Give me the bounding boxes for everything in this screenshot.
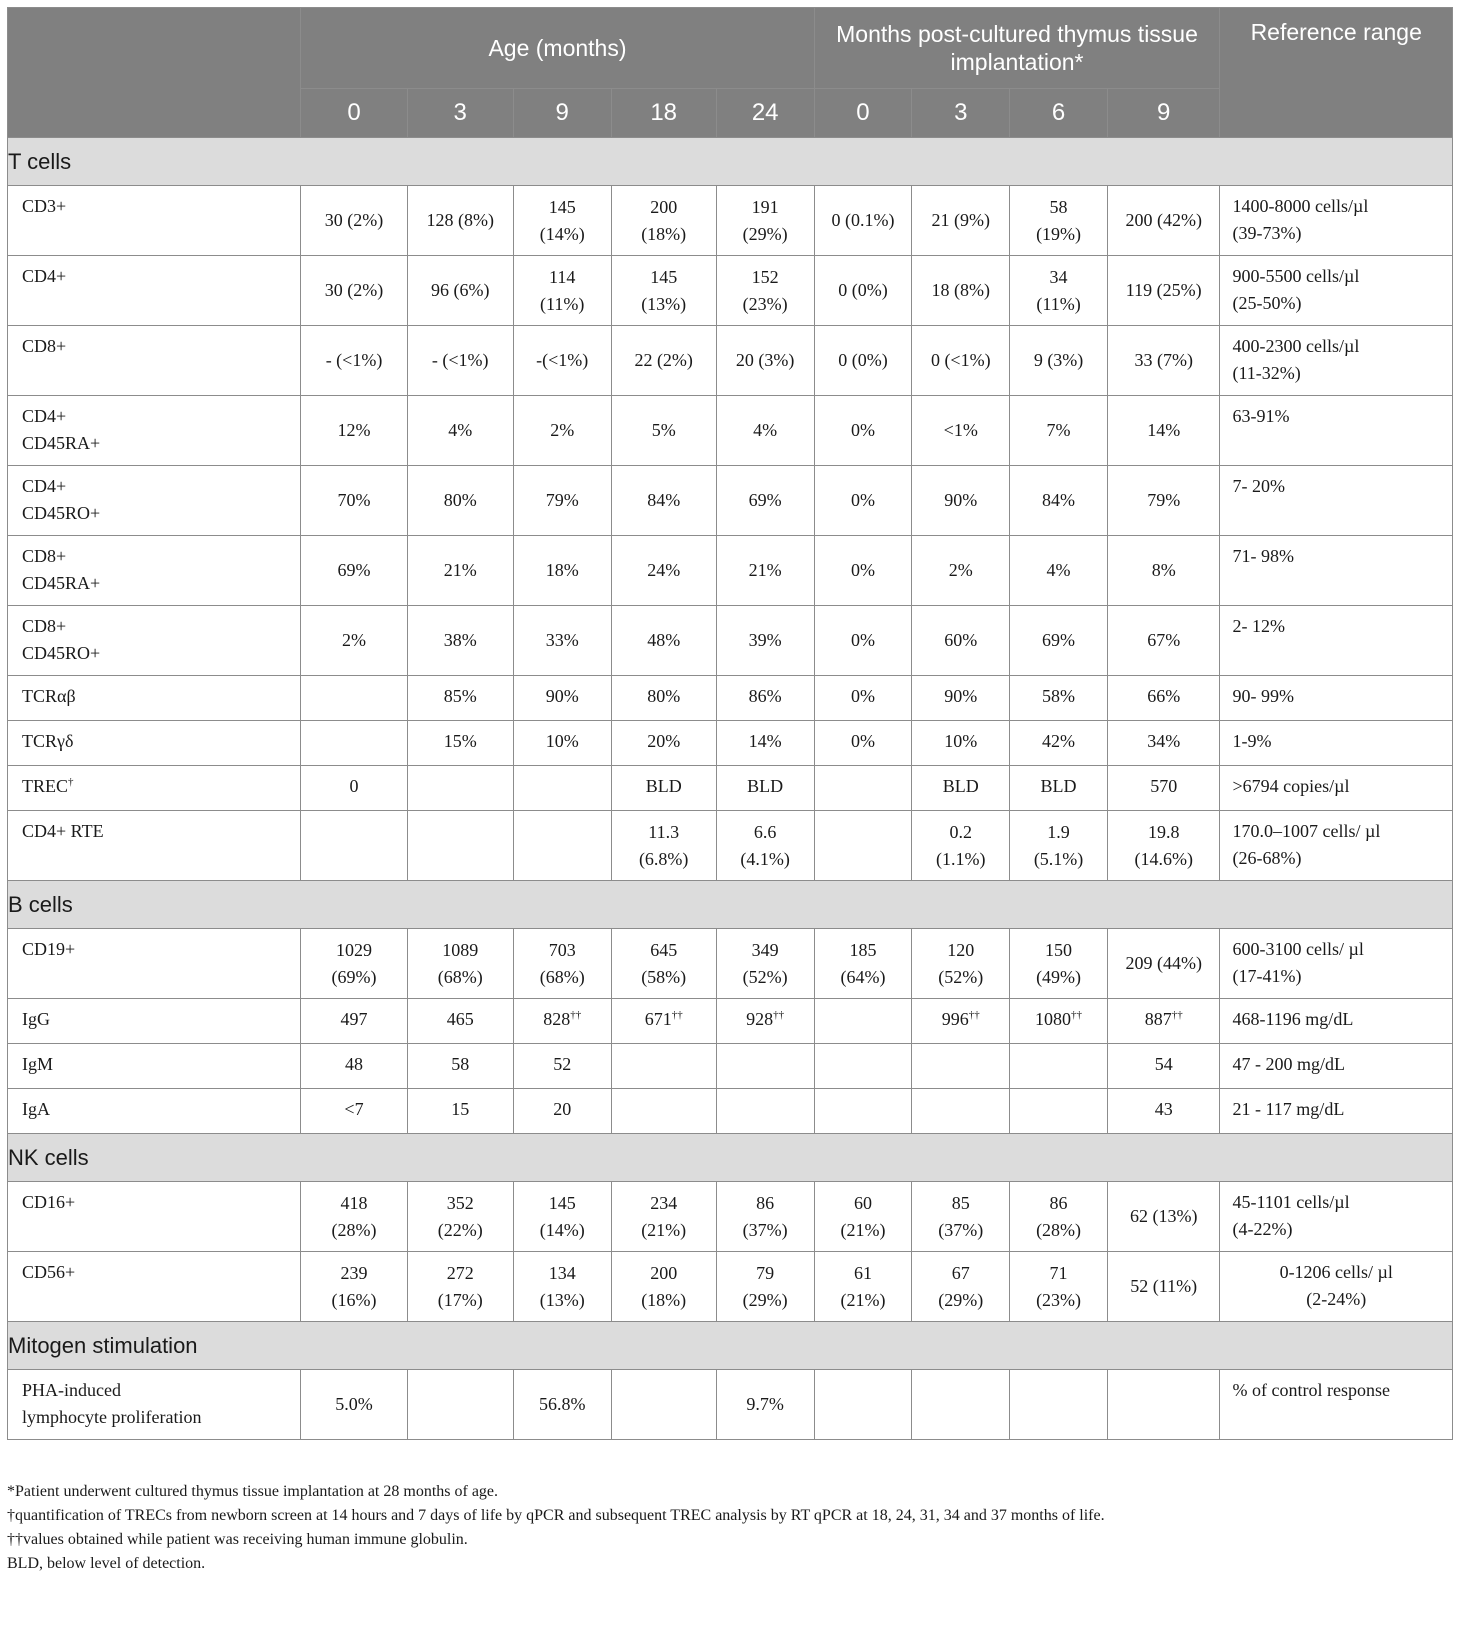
header-post-implant-group: Months post-cultured thymus tissue implantation* xyxy=(814,8,1220,89)
section-row xyxy=(8,138,1453,186)
data-cell: BLD xyxy=(716,766,814,811)
data-cell xyxy=(407,811,513,881)
footnote-line: ††values obtained while patient was receiving human immune globulin. xyxy=(7,1531,468,1548)
data-cell: 0 (<1%) xyxy=(912,326,1010,396)
row-label: CD4+ RTE xyxy=(8,811,301,881)
data-cell: 60 (21%) xyxy=(814,1182,912,1252)
data-cell xyxy=(301,676,407,721)
data-cell: - (<1%) xyxy=(407,326,513,396)
header-post-9: 9 xyxy=(1107,89,1220,138)
data-cell: 69% xyxy=(301,536,407,606)
reference-cell: 0-1206 cells/ µl (2-24%) xyxy=(1220,1252,1453,1322)
row-label: CD4+ CD45RA+ xyxy=(8,396,301,466)
data-cell: 6.6 (4.1%) xyxy=(716,811,814,881)
data-cell: 52 xyxy=(513,1044,611,1089)
data-cell: 4% xyxy=(716,396,814,466)
data-cell: 58 xyxy=(407,1044,513,1089)
data-cell: 12% xyxy=(301,396,407,466)
data-cell: 828†† xyxy=(513,999,611,1044)
data-cell: 8% xyxy=(1107,536,1220,606)
data-cell: 497 xyxy=(301,999,407,1044)
row-label: TCRγδ xyxy=(8,721,301,766)
table-row xyxy=(8,466,1453,536)
data-cell: 200 (18%) xyxy=(611,186,716,256)
data-cell: 33 (7%) xyxy=(1107,326,1220,396)
footnote-marker: †† xyxy=(570,1009,582,1021)
data-cell xyxy=(716,1089,814,1134)
data-cell xyxy=(1010,1044,1108,1089)
data-cell: 4% xyxy=(407,396,513,466)
data-cell xyxy=(814,1370,912,1440)
table-row xyxy=(8,766,1453,811)
data-cell: 90% xyxy=(912,466,1010,536)
data-cell: 185 (64%) xyxy=(814,929,912,999)
data-cell: 90% xyxy=(513,676,611,721)
data-cell: 86 (37%) xyxy=(716,1182,814,1252)
data-cell: 9 (3%) xyxy=(1010,326,1108,396)
row-label: TREC† xyxy=(8,766,301,811)
header-post-0: 0 xyxy=(814,89,912,138)
data-cell: 22 (2%) xyxy=(611,326,716,396)
data-cell: 114 (11%) xyxy=(513,256,611,326)
data-cell: 234 (21%) xyxy=(611,1182,716,1252)
row-label: CD8+ CD45RO+ xyxy=(8,606,301,676)
data-cell: 21% xyxy=(716,536,814,606)
data-cell: 69% xyxy=(1010,606,1108,676)
data-cell: 33% xyxy=(513,606,611,676)
data-cell: - (<1%) xyxy=(301,326,407,396)
reference-cell: 21 - 117 mg/dL xyxy=(1220,1089,1453,1134)
data-cell: 352 (22%) xyxy=(407,1182,513,1252)
reference-cell: % of control response xyxy=(1220,1370,1453,1440)
data-cell: 20 xyxy=(513,1089,611,1134)
data-cell: 128 (8%) xyxy=(407,186,513,256)
table-row xyxy=(8,606,1453,676)
data-cell: 18 (8%) xyxy=(912,256,1010,326)
row-label: PHA-induced lymphocyte proliferation xyxy=(8,1370,301,1440)
data-cell: 70% xyxy=(301,466,407,536)
table-row xyxy=(8,999,1453,1044)
data-cell xyxy=(301,721,407,766)
section-row xyxy=(8,1322,1453,1370)
data-cell: 10% xyxy=(513,721,611,766)
header-reference-range: Reference range xyxy=(1220,8,1453,138)
data-cell xyxy=(301,811,407,881)
data-cell: 191 (29%) xyxy=(716,186,814,256)
data-cell: 145 (13%) xyxy=(611,256,716,326)
data-cell: 14% xyxy=(1107,396,1220,466)
footnote-marker: †† xyxy=(968,1009,980,1021)
data-cell: 0 (0%) xyxy=(814,326,912,396)
data-cell xyxy=(1010,1089,1108,1134)
data-cell: 145 (14%) xyxy=(513,186,611,256)
section-row xyxy=(8,1134,1453,1182)
table-row xyxy=(8,1089,1453,1134)
reference-cell: 71- 98% xyxy=(1220,536,1453,606)
section-title: B cells xyxy=(8,881,1453,929)
header-post-3: 3 xyxy=(912,89,1010,138)
reference-cell: 900-5500 cells/µl (25-50%) xyxy=(1220,256,1453,326)
reference-cell: 45-1101 cells/µl (4-22%) xyxy=(1220,1182,1453,1252)
immune-data-table xyxy=(7,7,1453,1440)
data-cell: 0 (0%) xyxy=(814,256,912,326)
table-row xyxy=(8,811,1453,881)
table-row xyxy=(8,676,1453,721)
section-title: Mitogen stimulation xyxy=(8,1322,1453,1370)
data-cell xyxy=(407,1370,513,1440)
data-cell: 0% xyxy=(814,466,912,536)
data-cell: 418 (28%) xyxy=(301,1182,407,1252)
footnote-marker: †† xyxy=(1071,1009,1083,1021)
reference-cell: 400-2300 cells/µl (11-32%) xyxy=(1220,326,1453,396)
data-cell: 80% xyxy=(611,676,716,721)
data-cell: 887†† xyxy=(1107,999,1220,1044)
data-cell: 34 (11%) xyxy=(1010,256,1108,326)
header-age-24: 24 xyxy=(716,89,814,138)
data-cell: 0% xyxy=(814,396,912,466)
data-cell xyxy=(611,1370,716,1440)
data-cell: BLD xyxy=(611,766,716,811)
section-row xyxy=(8,881,1453,929)
data-cell: 1089 (68%) xyxy=(407,929,513,999)
data-cell: 11.3 (6.8%) xyxy=(611,811,716,881)
row-label: CD3+ xyxy=(8,186,301,256)
data-cell: 0% xyxy=(814,676,912,721)
table-row xyxy=(8,1044,1453,1089)
row-label: CD8+ CD45RA+ xyxy=(8,536,301,606)
data-cell: 79% xyxy=(513,466,611,536)
data-cell: 20% xyxy=(611,721,716,766)
data-cell xyxy=(912,1370,1010,1440)
data-cell: 90% xyxy=(912,676,1010,721)
data-cell: 52 (11%) xyxy=(1107,1252,1220,1322)
header-age-0: 0 xyxy=(301,89,407,138)
reference-cell: 90- 99% xyxy=(1220,676,1453,721)
data-cell: 30 (2%) xyxy=(301,256,407,326)
row-label: CD16+ xyxy=(8,1182,301,1252)
table-footnotes xyxy=(7,1480,1447,1576)
data-cell: 134 (13%) xyxy=(513,1252,611,1322)
data-cell: 4% xyxy=(1010,536,1108,606)
data-cell: 69% xyxy=(716,466,814,536)
data-cell: 120 (52%) xyxy=(912,929,1010,999)
data-cell: 30 (2%) xyxy=(301,186,407,256)
data-cell: 145 (14%) xyxy=(513,1182,611,1252)
data-cell xyxy=(814,766,912,811)
data-cell: 0% xyxy=(814,606,912,676)
data-cell: 465 xyxy=(407,999,513,1044)
data-cell: 209 (44%) xyxy=(1107,929,1220,999)
header-post-6: 6 xyxy=(1010,89,1108,138)
reference-cell: 1-9% xyxy=(1220,721,1453,766)
header-blank-cell xyxy=(8,8,301,138)
data-cell: 84% xyxy=(611,466,716,536)
data-cell: 34% xyxy=(1107,721,1220,766)
data-cell: BLD xyxy=(1010,766,1108,811)
data-cell: 239 (16%) xyxy=(301,1252,407,1322)
data-cell xyxy=(611,1044,716,1089)
table-row xyxy=(8,186,1453,256)
data-cell: 200 (42%) xyxy=(1107,186,1220,256)
data-cell: 43 xyxy=(1107,1089,1220,1134)
header-age-18: 18 xyxy=(611,89,716,138)
data-cell: 86 (28%) xyxy=(1010,1182,1108,1252)
reference-cell: 7- 20% xyxy=(1220,466,1453,536)
reference-cell: 468-1196 mg/dL xyxy=(1220,999,1453,1044)
data-cell: 645 (58%) xyxy=(611,929,716,999)
data-cell: 5% xyxy=(611,396,716,466)
data-cell: 1.9 (5.1%) xyxy=(1010,811,1108,881)
data-cell: 0% xyxy=(814,536,912,606)
data-cell: 48% xyxy=(611,606,716,676)
data-cell: 24% xyxy=(611,536,716,606)
reference-cell: 2- 12% xyxy=(1220,606,1453,676)
row-label: CD19+ xyxy=(8,929,301,999)
reference-cell: 600-3100 cells/ µl (17-41%) xyxy=(1220,929,1453,999)
row-label: CD4+ CD45RO+ xyxy=(8,466,301,536)
data-cell: 0 (0.1%) xyxy=(814,186,912,256)
footnote-line: *Patient underwent cultured thymus tissue implantation at 28 months of age. xyxy=(7,1483,499,1500)
data-cell: 150 (49%) xyxy=(1010,929,1108,999)
table-row xyxy=(8,929,1453,999)
data-cell: 996†† xyxy=(912,999,1010,1044)
data-cell: 60% xyxy=(912,606,1010,676)
table-row xyxy=(8,721,1453,766)
reference-cell: 170.0–1007 cells/ µl (26-68%) xyxy=(1220,811,1453,881)
reference-cell: 1400-8000 cells/µl (39-73%) xyxy=(1220,186,1453,256)
data-cell: 79 (29%) xyxy=(716,1252,814,1322)
data-cell: 570 xyxy=(1107,766,1220,811)
row-label: IgM xyxy=(8,1044,301,1089)
footnote-marker: †† xyxy=(1171,1009,1183,1021)
data-cell: 2% xyxy=(912,536,1010,606)
data-cell: 671†† xyxy=(611,999,716,1044)
data-cell: <1% xyxy=(912,396,1010,466)
data-cell: 21% xyxy=(407,536,513,606)
data-cell xyxy=(407,766,513,811)
data-cell xyxy=(912,1089,1010,1134)
table-row xyxy=(8,256,1453,326)
data-cell: 21 (9%) xyxy=(912,186,1010,256)
row-label: TCRαβ xyxy=(8,676,301,721)
footnote-marker: †† xyxy=(773,1009,785,1021)
data-cell xyxy=(716,1044,814,1089)
header-age-3: 3 xyxy=(407,89,513,138)
data-cell: 272 (17%) xyxy=(407,1252,513,1322)
data-cell: 86% xyxy=(716,676,814,721)
data-cell: 7% xyxy=(1010,396,1108,466)
data-cell: 62 (13%) xyxy=(1107,1182,1220,1252)
section-title: NK cells xyxy=(8,1134,1453,1182)
data-cell: 20 (3%) xyxy=(716,326,814,396)
data-cell: 1080†† xyxy=(1010,999,1108,1044)
table-row xyxy=(8,1252,1453,1322)
data-cell xyxy=(814,1089,912,1134)
data-cell: 0% xyxy=(814,721,912,766)
footnote-marker: † xyxy=(68,776,74,788)
reference-cell: 47 - 200 mg/dL xyxy=(1220,1044,1453,1089)
data-cell: 38% xyxy=(407,606,513,676)
data-cell xyxy=(912,1044,1010,1089)
data-cell: 58 (19%) xyxy=(1010,186,1108,256)
data-cell: 48 xyxy=(301,1044,407,1089)
data-cell: 56.8% xyxy=(513,1370,611,1440)
data-cell: <7 xyxy=(301,1089,407,1134)
row-label: CD56+ xyxy=(8,1252,301,1322)
data-cell: 96 (6%) xyxy=(407,256,513,326)
row-label: CD4+ xyxy=(8,256,301,326)
data-cell: 2% xyxy=(301,606,407,676)
data-cell: 58% xyxy=(1010,676,1108,721)
reference-cell: 63-91% xyxy=(1220,396,1453,466)
immune-table-container xyxy=(7,7,1453,1440)
data-cell: 2% xyxy=(513,396,611,466)
header-age-9: 9 xyxy=(513,89,611,138)
data-cell: 85 (37%) xyxy=(912,1182,1010,1252)
data-cell: 10% xyxy=(912,721,1010,766)
data-cell: 0.2 (1.1%) xyxy=(912,811,1010,881)
section-title: T cells xyxy=(8,138,1453,186)
footnote-line: BLD, below level of detection. xyxy=(7,1555,206,1572)
data-cell: 84% xyxy=(1010,466,1108,536)
data-cell: 67% xyxy=(1107,606,1220,676)
data-cell: BLD xyxy=(912,766,1010,811)
data-cell: 54 xyxy=(1107,1044,1220,1089)
header-age-group: Age (months) xyxy=(301,8,814,89)
data-cell: 5.0% xyxy=(301,1370,407,1440)
data-cell xyxy=(1010,1370,1108,1440)
row-label: IgG xyxy=(8,999,301,1044)
data-cell: 703 (68%) xyxy=(513,929,611,999)
row-label: IgA xyxy=(8,1089,301,1134)
table-row xyxy=(8,1370,1453,1440)
data-cell: 928†† xyxy=(716,999,814,1044)
data-cell: 19.8 (14.6%) xyxy=(1107,811,1220,881)
data-cell: 67 (29%) xyxy=(912,1252,1010,1322)
data-cell: 42% xyxy=(1010,721,1108,766)
data-cell: 119 (25%) xyxy=(1107,256,1220,326)
data-cell: 0 xyxy=(301,766,407,811)
data-cell xyxy=(611,1089,716,1134)
data-cell: 39% xyxy=(716,606,814,676)
data-cell: 79% xyxy=(1107,466,1220,536)
table-row xyxy=(8,396,1453,466)
data-cell: 9.7% xyxy=(716,1370,814,1440)
table-row xyxy=(8,536,1453,606)
data-cell xyxy=(513,766,611,811)
data-cell: 85% xyxy=(407,676,513,721)
footnote-marker: †† xyxy=(671,1009,683,1021)
data-cell xyxy=(814,999,912,1044)
table-row xyxy=(8,326,1453,396)
data-cell xyxy=(814,811,912,881)
data-cell: 15% xyxy=(407,721,513,766)
data-cell: 71 (23%) xyxy=(1010,1252,1108,1322)
data-cell: 18% xyxy=(513,536,611,606)
data-cell: 66% xyxy=(1107,676,1220,721)
data-cell: 80% xyxy=(407,466,513,536)
row-label: CD8+ xyxy=(8,326,301,396)
data-cell: 200 (18%) xyxy=(611,1252,716,1322)
table-row xyxy=(8,1182,1453,1252)
data-cell xyxy=(1107,1370,1220,1440)
data-cell: -(<1%) xyxy=(513,326,611,396)
data-cell: 14% xyxy=(716,721,814,766)
data-cell xyxy=(814,1044,912,1089)
data-cell: 15 xyxy=(407,1089,513,1134)
data-cell: 61 (21%) xyxy=(814,1252,912,1322)
footnote-line: †quantification of TRECs from newborn screen at 14 hours and 7 days of life by qPCR and subsequent TREC analysis by RT qPCR at 18, 24, 31, 34 and 37 months of life. xyxy=(7,1507,1105,1524)
data-cell: 152 (23%) xyxy=(716,256,814,326)
reference-cell: >6794 copies/µl xyxy=(1220,766,1453,811)
data-cell: 1029 (69%) xyxy=(301,929,407,999)
data-cell xyxy=(513,811,611,881)
data-cell: 349 (52%) xyxy=(716,929,814,999)
